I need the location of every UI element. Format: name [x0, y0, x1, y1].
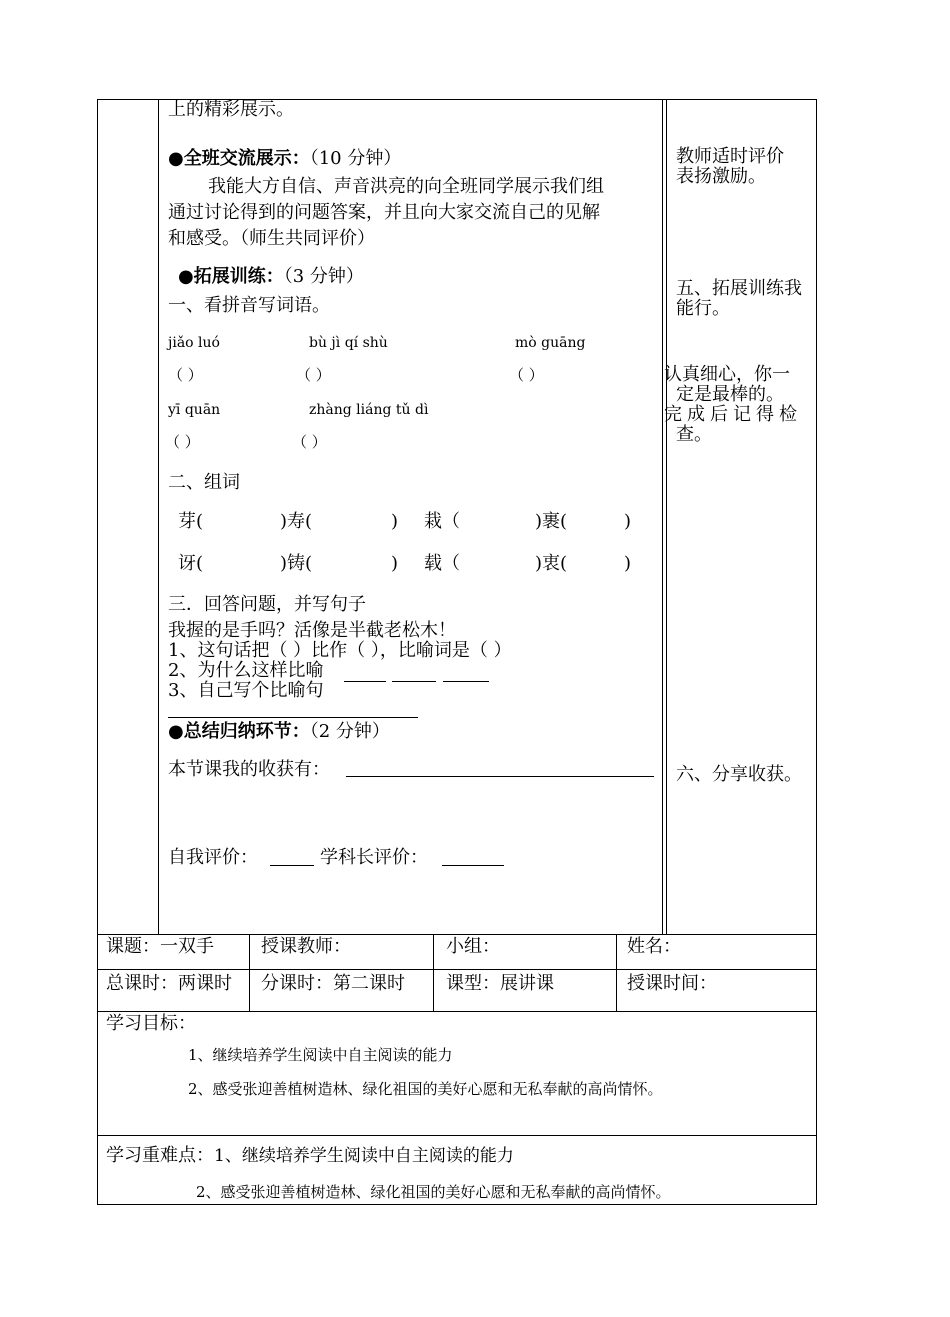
- q3-answer-line-1[interactable]: [344, 681, 386, 682]
- summary-time: （2 分钟）: [309, 721, 390, 742]
- row-divider-info-top: [97, 934, 817, 935]
- q2-title: 二、组词: [168, 472, 240, 493]
- note-3-line-3: 完成后记得检: [664, 404, 802, 425]
- note-2-line-2: 能行。: [676, 298, 730, 319]
- word-2-b: )铸(: [280, 553, 313, 574]
- word-2-a: 讶(: [178, 553, 204, 574]
- q3-title: 三．回答问题，并写句子: [168, 594, 366, 615]
- col-divider-mid-b: [666, 99, 667, 935]
- note-2-line-1: 五、拓展训练我: [676, 278, 802, 299]
- share-line-1: 我能大方自信、声音洪亮的向全班同学展示我们组: [208, 176, 604, 197]
- info-total-hours: 总课时：两课时: [106, 973, 232, 994]
- word-1-a: 芽(: [178, 511, 204, 532]
- summary-heading: [168, 722, 390, 742]
- extension-heading: [178, 267, 364, 287]
- table-border-left: [97, 99, 98, 1205]
- q3-item-3: 3、自己写个比喻句: [168, 680, 324, 701]
- row-divider-keypoints: [97, 1135, 817, 1136]
- word-1-b: )寿(: [280, 511, 313, 532]
- word-2-d: 载（: [424, 553, 460, 574]
- table-border-right: [816, 99, 817, 1205]
- note-3-line-1: 认真细心，你一: [664, 364, 790, 385]
- share-time: （10 分钟）: [309, 148, 402, 169]
- q3-item-1: 1、这句话把（ ）比作（ ），比喻词是（ ）: [168, 640, 512, 661]
- table-border-bottom: [97, 1204, 817, 1205]
- info-sub-hours: 分课时：第二课时: [261, 973, 405, 994]
- q3-item-2: 2、为什么这样比喻: [168, 660, 324, 681]
- continued-line: 上的精彩展示。: [168, 99, 294, 120]
- info-col-div-3: [616, 934, 617, 1012]
- word-2-f: ): [624, 553, 632, 574]
- info-topic: 课题：一双手: [106, 936, 214, 957]
- keypoint-item-2: 2、感受张迎善植树造林、绿化祖国的美好心愿和无私奉献的高尚情怀。: [196, 1183, 671, 1201]
- keypoints-label: 学习重难点：: [106, 1145, 214, 1166]
- info-name: 姓名：: [627, 936, 681, 957]
- info-col-div-2: [433, 934, 434, 1012]
- info-lesson-time: 授课时间：: [627, 973, 717, 994]
- info-lesson-type: 课型：展讲课: [446, 973, 554, 994]
- q3-answer-line-4[interactable]: [168, 717, 418, 718]
- col-divider-mid-a: [662, 99, 663, 935]
- word-1-e: )裹(: [535, 511, 568, 532]
- pinyin-1-1: jiǎo luó: [168, 335, 220, 351]
- word-1-d: 栽（: [424, 511, 460, 532]
- pinyin-1-2: bù jì qí shù: [309, 335, 388, 351]
- note-3-line-2: 定是最棒的。: [676, 384, 784, 405]
- share-title: 全班交流展示：: [183, 148, 310, 169]
- extension-title: 拓展训练：: [193, 266, 284, 287]
- blank-2-2[interactable]: （ ）: [292, 433, 327, 451]
- extension-time: （3 分钟）: [283, 266, 364, 287]
- share-heading: [168, 149, 401, 169]
- word-2-e: )衷(: [535, 553, 568, 574]
- pinyin-1-3: mò guāng: [515, 335, 586, 351]
- blank-1-3[interactable]: （ ）: [509, 366, 544, 384]
- share-line-2: 通过讨论得到的问题答案，并且向大家交流自己的见解: [168, 202, 600, 223]
- info-teacher: 授课教师：: [261, 936, 351, 957]
- leader-eval-line[interactable]: [442, 865, 504, 866]
- bullet: ●: [178, 266, 194, 287]
- note-1-line-1: 教师适时评价: [676, 146, 784, 167]
- info-col-div-1: [249, 934, 250, 1012]
- q3-sentence: 我握的是手吗？活像是半截老松木！: [168, 620, 456, 641]
- col-divider-left: [158, 99, 159, 935]
- row-divider-info-mid: [97, 969, 817, 970]
- blank-2-1[interactable]: （ ）: [165, 433, 200, 451]
- note-1-line-2: 表扬激励。: [676, 166, 766, 187]
- self-eval-line[interactable]: [270, 865, 314, 866]
- q3-answer-line-3[interactable]: [443, 681, 489, 682]
- q1-title: 一、看拼音写词语。: [168, 295, 330, 316]
- word-1-f: ): [624, 511, 632, 532]
- note-3-line-4: 查。: [676, 424, 712, 445]
- q3-answer-line-2[interactable]: [392, 681, 436, 682]
- blank-1-2[interactable]: （ ）: [296, 366, 331, 384]
- word-1-c: ): [391, 511, 399, 532]
- info-group: 小组：: [446, 936, 500, 957]
- keypoints-row-1: [106, 1146, 514, 1166]
- objectives-label: 学习目标：: [106, 1013, 196, 1034]
- note-4: 六、分享收获。: [676, 764, 802, 785]
- bullet: ●: [168, 721, 184, 742]
- harvest-label: 本节课我的收获有：: [168, 759, 330, 780]
- objective-item-2: 2、感受张迎善植树造林、绿化祖国的美好心愿和无私奉献的高尚情怀。: [188, 1080, 663, 1098]
- row-divider-objectives: [97, 1011, 817, 1012]
- objective-item-1: 1、继续培养学生阅读中自主阅读的能力: [188, 1046, 453, 1064]
- harvest-line[interactable]: [346, 776, 654, 777]
- blank-1-1[interactable]: （ ）: [168, 366, 203, 384]
- summary-title: 总结归纳环节：: [183, 721, 310, 742]
- pinyin-2-2: zhàng liáng tǔ dì: [309, 402, 429, 418]
- keypoint-item-1: 1、继续培养学生阅读中自主阅读的能力: [214, 1146, 514, 1166]
- word-2-c: ): [391, 553, 399, 574]
- self-eval-label: 自我评价：: [168, 847, 258, 868]
- share-line-3: 和感受。（师生共同评价）: [168, 228, 375, 249]
- bullet: ●: [168, 148, 184, 169]
- leader-eval-label: 学科长评价：: [320, 847, 428, 868]
- pinyin-2-1: yī quān: [168, 402, 221, 418]
